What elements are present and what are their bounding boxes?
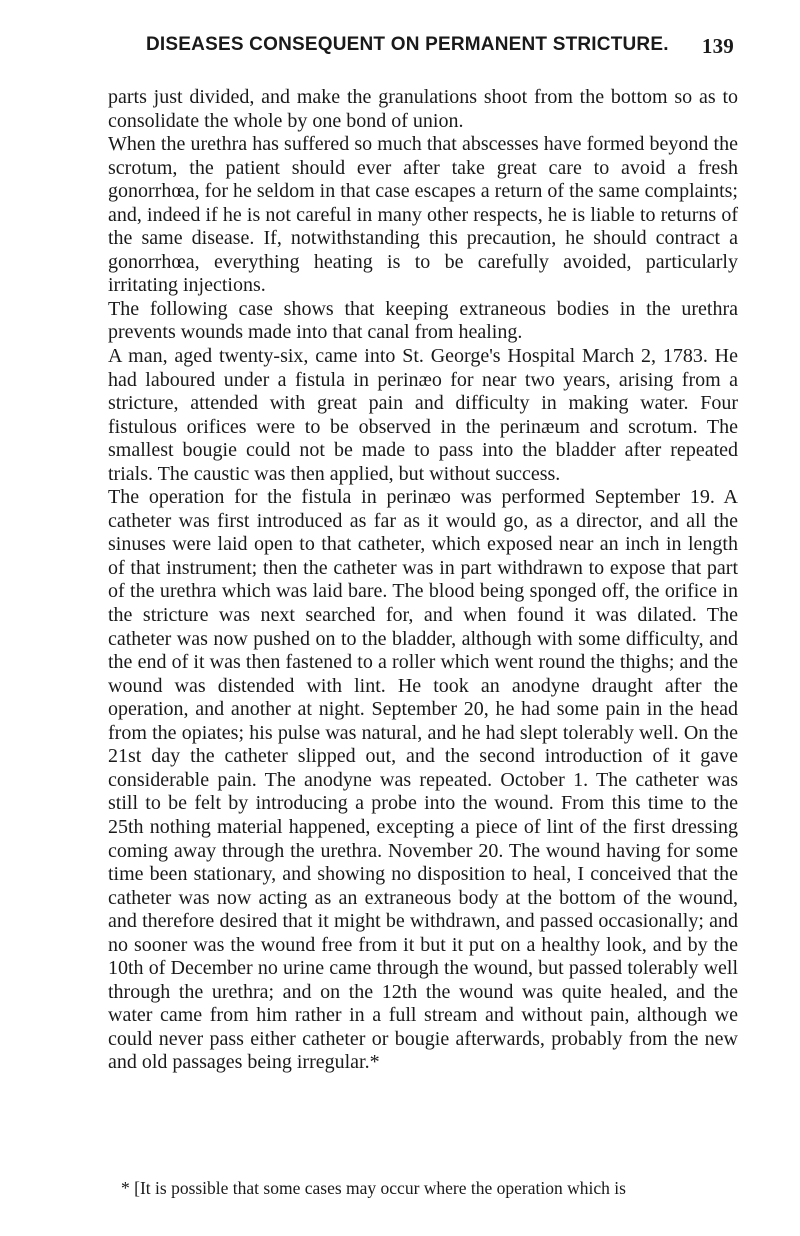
paragraph-abscesses: When the urethra has suffered so much that abscesses have formed beyond the scrotum, the patient should ever after take great care to avoid a fresh gonorrhœa, for he seldom in that case escapes a return of the same complaints; and, indeed if he is not careful in many other respects, he is liable to returns of the same disease. If, notwithstanding this precaution, he should contract a gonorrhœa, everything heating is to be carefully avoided, particularly irritating injections. bbox=[108, 133, 738, 297]
paragraph-case-history: A man, aged twenty-six, came into St. George's Hospital March 2, 1783. He had laboured under a fistula in perinæo for near two years, arising from a stricture, attended with great pain and difficulty in making water. Four fistulous orifices were to be observed in the perinæum and scrotum. The smallest bougie could not be made to pass into the bladder after repeated trials. The caustic was then applied, but without success. bbox=[108, 345, 738, 485]
footnote: * [It is possible that some cases may occur where the operation which is bbox=[121, 1178, 626, 1198]
paragraph-continuation: parts just divided, and make the granulations shoot from the bottom so as to consolidate the whole by one bond of union. bbox=[108, 86, 738, 132]
page-number: 139 bbox=[701, 34, 734, 58]
paragraph-case-intro: The following case shows that keeping extraneous bodies in the urethra prevents wounds made into that canal from healing. bbox=[108, 297, 738, 344]
paragraph-operation: The operation for the fistula in perinæo was performed September 19. A catheter was first introduced as far as it would go, as a director, and all the sinuses were laid open to that catheter, which exposed near an inch in length of that instrument; then the catheter was in part withdrawn to expose that part of the urethra which was laid bare. The blood being sponged off, the orifice in the stricture was next searched for, and when found it was dilated. The catheter was now pushed on to the bladder, although with some difficulty, and the end of it was then fastened to a roller which went round the thighs; and the wound was distended with lint. He took an anodyne draught after the operation, and another at night. September 20, he had some pain in the head from the opiates; his pulse was natural, and he had slept tolerably well. On the 21st day the catheter slipped out, and the second introduction of it gave considerable pain. The anodyne was repeated. October 1. The catheter was still to be felt by introducing a probe into the wound. From this time to the 25th nothing material happened, excepting a piece of lint of the first dressing coming away through the urethra. November 20. The wound having for some time been stationary, and showing no disposition to heal, I conceived that the catheter was now acting as an extraneous body at the bottom of the wound, and therefore desired that it might be withdrawn, and passed occasionally; and no sooner was the wound free from it but it put on a healthy look, and by the 10th of December no urine came through the wound, but passed tolerably well through the urethra; and on the 12th the wound was quite healed, and the water came from him rather in a full stream and without pain, although we could never pass either catheter or bougie afterwards, probably from the new and old passages being irregular.* bbox=[108, 486, 738, 1074]
running-title: DISEASES CONSEQUENT ON PERMANENT STRICTURE. bbox=[146, 34, 669, 55]
running-head bbox=[108, 34, 740, 62]
body-text bbox=[108, 86, 738, 1075]
